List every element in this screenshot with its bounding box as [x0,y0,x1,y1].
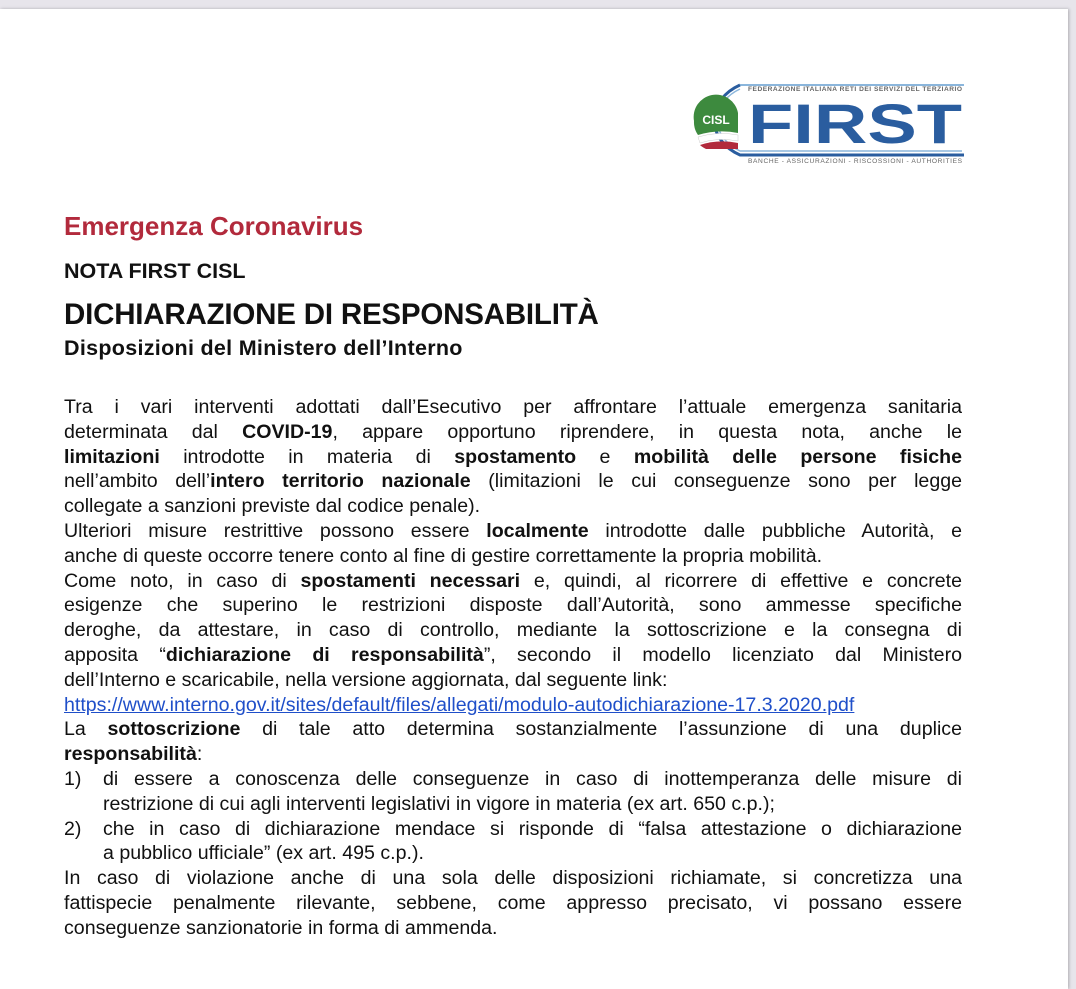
text: dell’Interno e scaricabile, nella versione aggiornata, dal seguente link: [64,668,668,691]
text: e, quindi, al ricorrere di effettive e concrete [520,569,962,592]
text-line [64,569,962,594]
text: anche di queste occorre tenere conto al fine di gestire correttamente la propria mobilità. [64,544,823,567]
bold-text: localmente [486,519,589,542]
bold-text: limitazioni [64,445,160,468]
text-line [64,841,962,866]
text: introdotte in materia di [159,445,455,468]
text: di tale atto determina sostanzialmente l’assunzione di una duplice [240,718,962,741]
text: La [64,718,108,741]
text-line [64,420,962,445]
text: (limitazioni le cui conseguenze sono per legge [470,470,962,493]
document-page [0,9,1068,989]
text: ”, secondo il modello licenziato dal Ministero [483,643,962,666]
text: Tra i vari interventi adottati dall’Esecutivo per affrontare l’attuale emergenza sanitaria [64,396,962,418]
text: di essere a conoscenza delle conseguenze in caso di inottemperanza delle misure di [103,767,962,790]
text: Come noto, in caso di [64,569,301,592]
text: esigenze che superino le restrizioni disposte dall’Autorità, sono ammesse specifiche [64,594,962,617]
text-line [64,544,962,569]
section-heading: Emergenza Coronavirus [64,211,364,241]
text: collegate a sanzioni previste dal codice penale). [64,495,481,518]
text: fattispecie penalmente rilevante, sebbene, come appresso precisato, vi possano essere [64,891,962,914]
text-line [64,668,962,693]
bold-text: spostamento [454,445,577,468]
text-line [64,494,962,519]
list-number: 1) [64,767,82,790]
text-line [64,618,962,643]
list-item [64,817,962,842]
text: conseguenze sanzionatorie in forma di ammenda. [64,916,498,939]
logo-badge-text: CISL [702,113,730,127]
note-heading: NOTA FIRST CISL [64,259,246,283]
text-line [64,916,962,941]
text-line [64,717,962,742]
text: e [576,445,634,468]
link-line [64,693,962,718]
text: apposita “ [64,643,166,666]
text: deroghe, da attestare, in caso di controllo, mediante la sottoscrizione e la consegna di [64,619,962,642]
list-item [64,767,962,792]
bold-text: COVID-19 [242,420,333,443]
first-cisl-logo [684,79,966,165]
logo-top-text: FEDERAZIONE ITALIANA RETI DEI SERVIZI DEL TERZIARIO [748,86,962,93]
text-line [64,593,962,618]
bold-text: dichiarazione di responsabilità [165,643,484,666]
bold-text: mobilità delle persone fisiche [633,445,962,468]
text: determinata dal [64,420,243,443]
bold-text: sottoscrizione [107,718,241,741]
text: a pubblico ufficiale” (ex art. 495 c.p.). [103,842,424,865]
logo-bottom-text: BANCHE - ASSICURAZIONI - RISCOSSIONI - AUTHORITIES [748,158,962,165]
text: : [196,743,203,766]
text-line [64,445,962,470]
text-line [64,742,962,767]
bold-text: responsabilità [64,743,197,766]
text: Ulteriori misure restrittive possono essere [64,519,487,542]
text-line [64,866,962,891]
text: introdotte dalle pubbliche Autorità, e [588,519,962,542]
logo-name: FIRST [748,92,962,155]
download-link[interactable]: https://www.interno.gov.it/sites/default/files/allegati/modulo-autodichiarazione-17.3.2020.pdf [64,693,855,716]
text-line [64,643,962,668]
text-line [64,792,962,817]
text: che in caso di dichiarazione mendace si risponde di “falsa attestazione o dichiarazione [103,817,962,840]
document-subtitle: Disposizioni del Ministero dell’Interno [64,336,463,360]
bold-text: spostamenti necessari [300,569,521,592]
text: , appare opportuno riprendere, in questa nota, anche le [332,420,962,443]
text-line [64,469,962,494]
text-line [64,519,962,544]
list-number: 2) [64,817,82,840]
document-body [64,395,962,941]
text-line [64,395,962,420]
text: In caso di violazione anche di una sola delle disposizioni richiamate, si concretizza una [64,867,962,890]
text: restrizione di cui agli interventi legislativi in vigore in materia (ex art. 650 c.p.); [103,792,775,815]
text-line [64,891,962,916]
document-title: DICHIARAZIONE DI RESPONSABILITÀ [64,298,599,331]
bold-text: intero territorio nazionale [210,470,471,493]
text: nell’ambito dell’ [64,470,211,493]
